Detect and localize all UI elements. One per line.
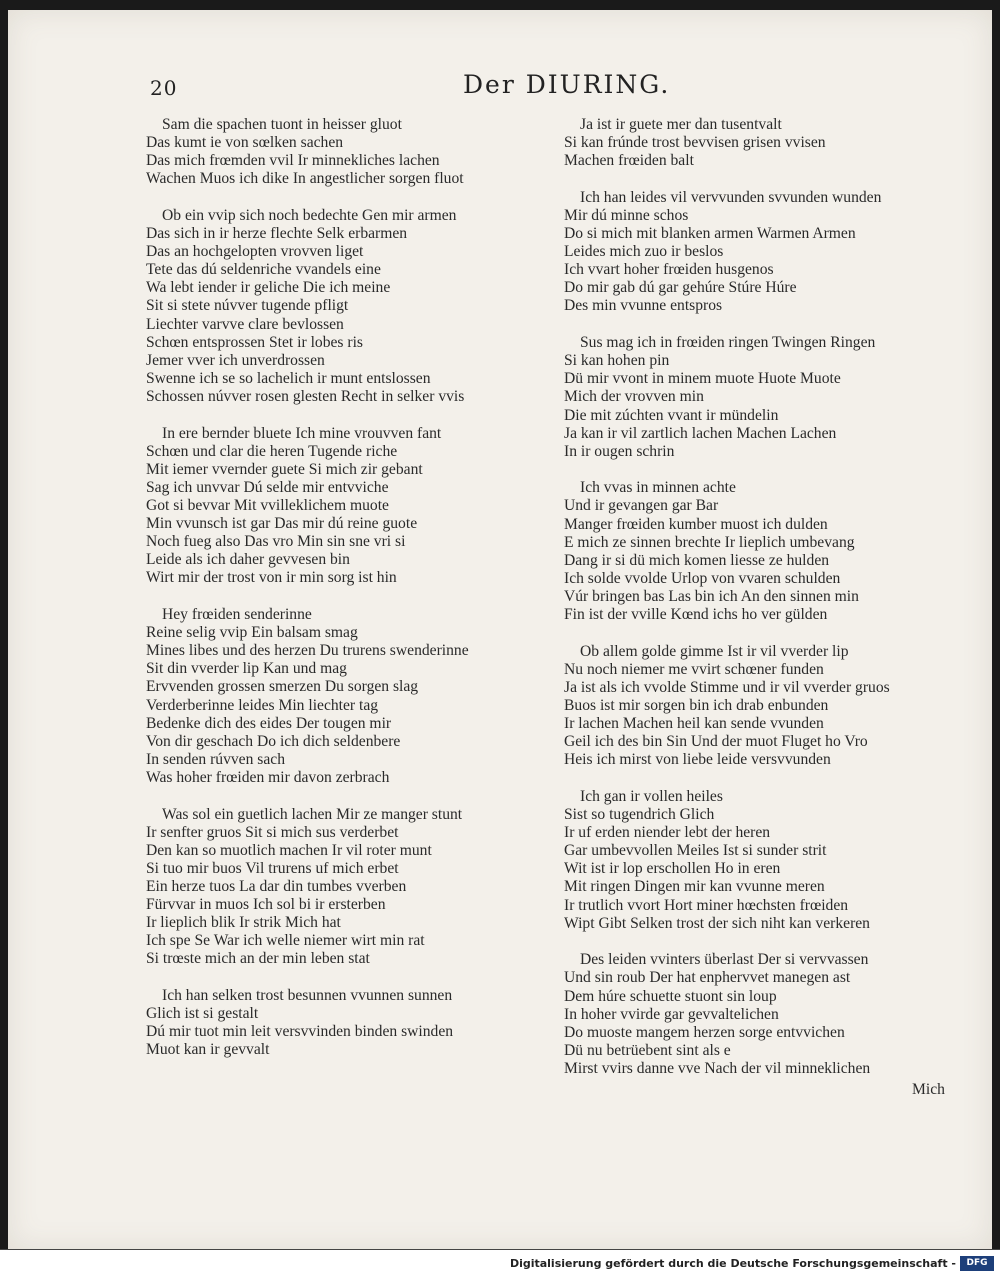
verse-line: Des min vvunne entspros bbox=[564, 297, 723, 315]
verse-line: Got si bevvar Mit vvilleklichem muote bbox=[146, 496, 389, 514]
verse-line: E mich ze sinnen brechte Ir lieplich umbevang bbox=[564, 533, 855, 551]
verse-line: Ir senfter gruos Sit si mich sus verderbet bbox=[146, 823, 399, 841]
verse-line: Ich solde vvolde Urlop von vvaren schulden bbox=[564, 569, 841, 587]
verse-line: Ir uf erden niender lebt der heren bbox=[564, 824, 771, 842]
verse-line: Wipt Gibt Selken trost der sich niht kan verkeren bbox=[564, 914, 870, 932]
verse-line: Sag ich unvvar Dú selde mir entvviche bbox=[146, 478, 389, 496]
verse-line: Wachen Muos ich dike In angestlicher sorgen fluot bbox=[146, 170, 464, 188]
page-number: 20 bbox=[150, 76, 178, 100]
verse-line: Dang ir si dü mich komen liesse ze hulden bbox=[564, 551, 830, 569]
verse-line: Dü mir vvont in minem muote Huote Muote bbox=[564, 370, 841, 388]
verse-line: Do mir gab dú gar gehúre Stúre Húre bbox=[564, 279, 797, 297]
verse-line: Ir lachen Machen heil kan sende vvunden bbox=[564, 715, 824, 733]
verse-line: Ob ein vvip sich noch bedechte Gen mir armen bbox=[162, 206, 457, 224]
verse-line: Swenne ich se so lachelich ir munt entslossen bbox=[146, 369, 431, 387]
verse-line: Ich vvart hoher frœiden husgenos bbox=[564, 261, 774, 279]
stanza bbox=[146, 606, 558, 787]
verse-line: Das mich frœmden vvil Ir minnekliches lachen bbox=[146, 152, 440, 170]
verse-line: Ich han selken trost besunnen vvunnen sunnen bbox=[162, 987, 453, 1004]
verse-line: Si kan hohen pin bbox=[564, 352, 670, 370]
dfg-logo-icon: DFG bbox=[960, 1256, 994, 1271]
verse-line: Sam die spachen tuont in heisser gluot bbox=[162, 116, 402, 133]
verse-line: Und ir gevangen gar Bar bbox=[564, 497, 719, 515]
verse-line: Ervvenden grossen smerzen Du sorgen slag bbox=[146, 678, 419, 696]
verse-line: Die mit zúchten vvant ir mündelin bbox=[564, 406, 779, 424]
verse-line: Ein herze tuos La dar din tumbes vverben bbox=[146, 877, 407, 895]
stanza bbox=[564, 334, 974, 461]
verse-line: Was hoher frœiden mir davon zerbrach bbox=[146, 768, 390, 786]
verse-line: Heis ich mirst von liebe leide versvvunden bbox=[564, 751, 831, 769]
verse-line: Noch fueg also Das vro Min sin sne vri si bbox=[146, 533, 406, 551]
running-title: Der DIURING. bbox=[463, 70, 671, 99]
verse-line: Mines libes und des herzen Du trurens swenderinne bbox=[146, 642, 469, 660]
verse-line: Fürvvar in muos Ich sol bi ir ersterben bbox=[146, 896, 386, 914]
stanza bbox=[146, 207, 558, 406]
verse-line: Hey frœiden senderinne bbox=[162, 606, 312, 624]
verse-line: Muot kan ir gevvalt bbox=[146, 1041, 270, 1059]
verse-line: In ere bernder bluete Ich mine vrouvven fant bbox=[162, 424, 442, 442]
verse-line: Ja kan ir vil zartlich lachen Machen Lachen bbox=[564, 424, 837, 442]
stanza bbox=[564, 116, 974, 170]
stanza bbox=[146, 806, 558, 969]
verse-line: Si trœste mich an der min leben stat bbox=[146, 950, 370, 968]
verse-line: Mirst vvirs danne vve Nach der vil minneklichen bbox=[564, 1059, 871, 1077]
funding-notice: Digitalisierung gefördert durch die Deutsche Forschungsgemeinschaft - bbox=[509, 1257, 956, 1270]
verse-line: Gar umbevvollen Meiles Ist si sunder strit bbox=[564, 842, 827, 860]
verse-line: Ich gan ir vollen heiles bbox=[580, 787, 723, 805]
verse-line: Leide als ich daher gevvesen bin bbox=[146, 551, 350, 569]
verse-line: In senden rúvven sach bbox=[146, 750, 285, 768]
verse-line: Schœn entsprossen Stet ir lobes ris bbox=[146, 333, 363, 351]
verse-line: In hoher vvirde gar gevvaltelichen bbox=[564, 1005, 779, 1023]
verse-line: Vúr bringen bas Las bin ich An den sinnen min bbox=[564, 587, 859, 605]
verse-line: Wa lebt iender ir geliche Die ich meine bbox=[146, 279, 391, 297]
verse-line: Sist so tugendrich Glich bbox=[564, 806, 715, 824]
verse-line: Mit iemer vvernder guete Si mich zir gebant bbox=[146, 460, 423, 478]
verse-line: Den kan so muotlich machen Ir vil roter munt bbox=[146, 841, 432, 859]
verse-line: Glich ist si gestalt bbox=[146, 1005, 259, 1023]
verse-line: Sit si stete núvver tugende pfligt bbox=[146, 297, 349, 315]
verse-line: Buos ist mir sorgen bin ich drab enbunden bbox=[564, 697, 829, 714]
verse-line: Jemer vver ich unverdrossen bbox=[146, 351, 325, 369]
verse-line: Fin ist der vville Kœnd ichs ho ver gülden bbox=[564, 606, 828, 624]
verse-line: Verderberinne leides Min liechter tag bbox=[146, 696, 379, 714]
verse-line: Si kan frúnde trost bevvisen grisen vvisen bbox=[564, 134, 826, 152]
verse-line: Dü nu betrüebent sint als e bbox=[564, 1041, 731, 1059]
verse-line: Geil ich des bin Sin Und der muot Fluget ho Vro bbox=[564, 733, 868, 751]
verse-line: Reine selig vvip Ein balsam smag bbox=[146, 624, 358, 642]
verse-line: Dem húre schuette stuont sin loup bbox=[564, 987, 777, 1005]
verse-line: Min vvunsch ist gar Das mir dú reine guote bbox=[146, 515, 418, 533]
verse-line: Dú mir tuot min leit versvvinden binden swinden bbox=[146, 1023, 454, 1041]
verse-line: Ich spe Se War ich welle niemer wirt min rat bbox=[146, 932, 425, 950]
verse-line: Das an hochgelopten vrovven liget bbox=[146, 243, 364, 261]
verse-line: Sit din vverder lip Kan und mag bbox=[146, 660, 347, 678]
left-column bbox=[146, 116, 558, 1078]
stanza bbox=[564, 951, 974, 1078]
verse-line: Schossen núvver rosen glesten Recht in selker vvis bbox=[146, 387, 465, 405]
verse-line: Ja ist als ich vvolde Stimme und ir vil vverder gruos bbox=[564, 678, 890, 696]
verse-line: Ob allem golde gimme Ist ir vil vverder lip bbox=[580, 642, 849, 660]
verse-line: In ir ougen schrin bbox=[564, 442, 675, 460]
footer-bar bbox=[0, 1249, 1000, 1278]
verse-line: Wit ist ir lop erschollen Ho in eren bbox=[564, 860, 781, 878]
verse-line: Wirt mir der trost von ir min sorg ist hin bbox=[146, 569, 397, 587]
verse-line: Von dir geschach Do ich dich seldenbere bbox=[146, 732, 401, 750]
verse-line: Ich han leides vil vervvunden svvunden wunden bbox=[580, 188, 882, 206]
stanza bbox=[564, 788, 974, 933]
stanza bbox=[146, 425, 558, 588]
verse-line: Ich vvas in minnen achte bbox=[580, 479, 736, 497]
verse-line: Nu noch niemer me vvirt schœner funden bbox=[564, 660, 824, 678]
verse-line: Ja ist ir guete mer dan tusentvalt bbox=[580, 116, 782, 133]
stanza bbox=[146, 116, 558, 188]
verse-line: Was sol ein guetlich lachen Mir ze manger stunt bbox=[162, 805, 463, 823]
verse-line: Ir trutlich vvort Hort miner hœchsten frœiden bbox=[564, 896, 849, 914]
verse-line: Mir dú minne schos bbox=[564, 206, 689, 224]
verse-line: Des leiden vvinters überlast Der si vervvassen bbox=[580, 951, 869, 969]
verse-line: Leides mich zuo ir beslos bbox=[564, 243, 724, 261]
verse-line: Das sich in ir herze flechte Selk erbarmen bbox=[146, 225, 408, 243]
verse-line: Si tuo mir buos Vil trurens uf mich erbet bbox=[146, 859, 399, 877]
verse-line: Schœn und clar die heren Tugende riche bbox=[146, 442, 398, 460]
verse-line: Und sin roub Der hat enphervvet manegen ast bbox=[564, 969, 851, 987]
verse-line: Bedenke dich des eides Der tougen mir bbox=[146, 714, 392, 732]
verse-line: Manger frœiden kumber muost ich dulden bbox=[564, 515, 828, 533]
verse-line: Do si mich mit blanken armen Warmen Armen bbox=[564, 225, 856, 243]
catchword: Mich bbox=[912, 1081, 945, 1098]
stanza bbox=[146, 987, 558, 1059]
stanza bbox=[564, 643, 974, 770]
stanza bbox=[564, 189, 974, 316]
verse-line: Ir lieplich blik Ir strik Mich hat bbox=[146, 914, 341, 932]
verse-line: Das kumt ie von sœlken sachen bbox=[146, 134, 344, 152]
verse-line: Do muoste mangem herzen sorge entvvichen bbox=[564, 1023, 845, 1041]
stanza bbox=[564, 479, 974, 624]
verse-line: Liechter varvve clare bevlossen bbox=[146, 315, 344, 333]
verse-line: Machen frœiden balt bbox=[564, 152, 694, 170]
verse-line: Mich der vrovven min bbox=[564, 388, 704, 406]
verse-line: Tete das dú seldenriche vvandels eine bbox=[146, 261, 381, 279]
right-column bbox=[564, 116, 974, 1097]
verse-line: Sus mag ich in frœiden ringen Twingen Ringen bbox=[580, 334, 876, 352]
verse-line: Mit ringen Dingen mir kan vvunne meren bbox=[564, 878, 825, 896]
